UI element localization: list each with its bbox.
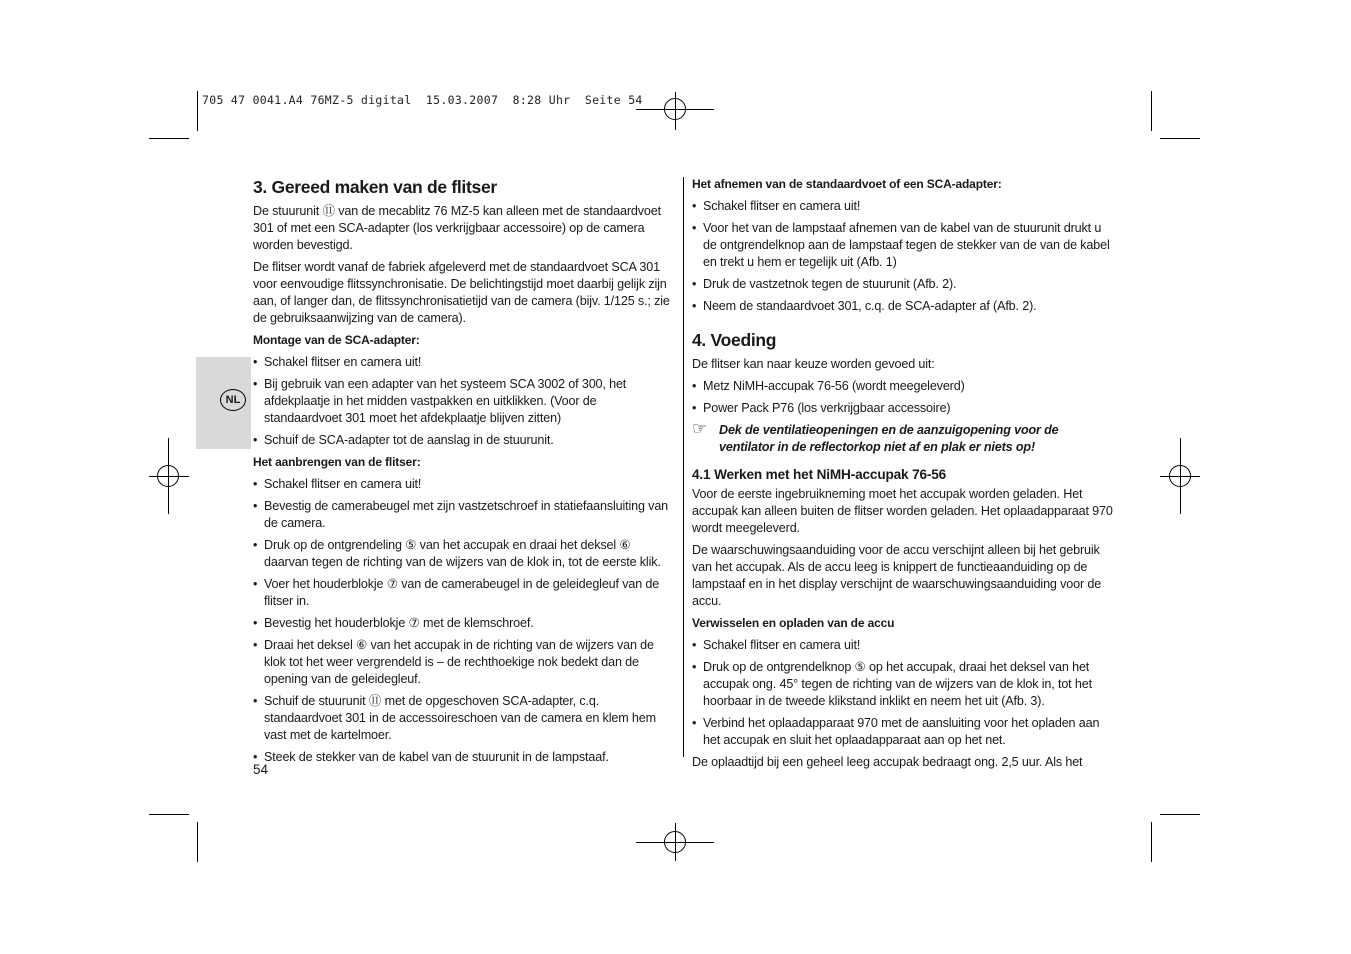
print-header: 705 47 0041.A4 76MZ-5 digital 15.03.2007 8:28 Uhr Seite 54 <box>202 93 643 107</box>
bullet-list <box>692 637 1117 749</box>
pointing-hand-icon: ☞ <box>692 419 708 438</box>
registration-circle <box>664 831 686 853</box>
list-item: • Verbind het oplaadapparaat 970 met de aansluiting voor het opladen aan het accupak en sluit het oplaadapparaat aan op het net. <box>692 715 1117 749</box>
column-divider <box>683 177 684 757</box>
bullet-list <box>692 378 1117 417</box>
subheading: Het aanbrengen van de flitser: <box>253 455 421 469</box>
bullet-list <box>692 198 1117 315</box>
note-text: Dek de ventilatieopeningen en de aanzuigopening voor de ventilator in de reflectorkop niet af en plak er niets op! <box>719 423 1059 454</box>
left-column <box>253 176 677 771</box>
paragraph: Voor de eerste ingebruikneming moet het accupak worden geladen. Het accupak kan alleen buiten de flitser worden geladen. Het oplaadapparaat 970 wordt meegeleverd. <box>692 487 1113 535</box>
bullet-list <box>253 476 677 766</box>
language-badge: NL <box>220 389 246 411</box>
section-title: 4. Voeding <box>692 330 777 350</box>
registration-circle <box>1169 465 1191 487</box>
subheading: Het afnemen van de standaardvoet of een SCA-adapter: <box>692 177 1002 191</box>
list-item: • Schakel flitser en camera uit! <box>692 198 1117 215</box>
registration-circle <box>664 98 686 120</box>
list-item: • Bevestig de camerabeugel met zijn vastzetschroef in statiefaansluiting van de camera. <box>253 498 677 532</box>
subheading: Verwisselen en opladen van de accu <box>692 616 895 630</box>
crop-mark <box>149 814 189 815</box>
list-item: • Schakel flitser en camera uit! <box>692 637 1117 654</box>
list-item: • Druk op de ontgrendelknop ⑤ op het accupak, draai het deksel van het accupak ong. 45° tegen de richting van de wijzers van de klok in, tot het hoorbaar in de tweede klikstand inklikt en neem het uit (Afb. 3). <box>692 659 1117 710</box>
list-item: • Schakel flitser en camera uit! <box>253 354 677 371</box>
list-item: • Power Pack P76 (los verkrijgbaar accessoire) <box>692 400 1117 417</box>
right-column <box>692 176 1117 776</box>
list-item: • Steek de stekker van de kabel van de stuurunit in de lampstaaf. <box>253 749 677 766</box>
list-item: • Druk op de ontgrendeling ⑤ van het accupak en draai het deksel ⑥ daarvan tegen de richting van de wijzers van de klok in, tot de eerste klik. <box>253 537 677 571</box>
list-item: • Schakel flitser en camera uit! <box>253 476 677 493</box>
list-item: • Draai het deksel ⑥ van het accupak in de richting van de wijzers van de klok tot het weer vergrendeld is – de rechthoekige nok bedekt dan de opening van de geleidegleuf. <box>253 637 677 688</box>
paragraph: De flitser kan naar keuze worden gevoed uit: <box>692 357 935 371</box>
list-item: • Neem de standaardvoet 301, c.q. de SCA-adapter af (Afb. 2). <box>692 298 1117 315</box>
list-item: • Voor het van de lampstaaf afnemen van de kabel van de stuurunit drukt u de ontgrendelknop aan de lampstaaf tegen de stekker van de van de kabel en trekt u hem er tegelijk uit (Afb. 1) <box>692 220 1117 271</box>
paragraph: De flitser wordt vanaf de fabriek afgeleverd met de standaardvoet SCA 301 voor eenvoudige flitssynchronisatie. De belichtingstijd moet daarbij gelijk zijn aan, of langer dan, de flitssynchronisatietijd van de camera (bijv. 1/125 s.; zie de gebruiksaanwijzing van de camera). <box>253 260 670 325</box>
list-item: • Schuif de stuurunit ⑪ met de opgeschoven SCA-adapter, c.q. standaardvoet 301 in de accessoireschoen van de camera en klem hem vast met de kartelmoer. <box>253 693 677 744</box>
list-item: • Druk de vastzetnok tegen de stuurunit (Afb. 2). <box>692 276 1117 293</box>
list-item: • Bij gebruik van een adapter van het systeem SCA 3002 of 300, het afdekplaatje in het midden vastpakken en uitklikken. (Voor de standaardvoet 301 moet het afdekplaatje blijven zitten) <box>253 376 677 427</box>
paragraph: De stuurunit ⑪ van de mecablitz 76 MZ-5 kan alleen met de standaardvoet 301 of met een SCA-adapter (los verkrijgbaar accessoire) op de camera worden bevestigd. <box>253 204 661 252</box>
paragraph: De waarschuwingsaanduiding voor de accu verschijnt alleen bij het gebruik van het accupak. Als de accu leeg is knippert de functieaanduiding op de lampstaaf en in het display verschijnt de waarschuwingsaanduiding voor de accu. <box>692 543 1102 608</box>
crop-mark <box>1160 814 1200 815</box>
page-number: 54 <box>253 762 269 777</box>
registration-circle <box>157 465 179 487</box>
list-item: • Metz NiMH-accupak 76-56 (wordt meegeleverd) <box>692 378 1117 395</box>
crop-mark <box>1160 138 1200 139</box>
section-title: 3. Gereed maken van de flitser <box>253 177 497 197</box>
crop-mark <box>197 91 198 131</box>
paragraph: De oplaadtijd bij een geheel leeg accupak bedraagt ong. 2,5 uur. Als het <box>692 755 1083 769</box>
bullet-list <box>253 354 677 449</box>
list-item: • Schuif de SCA-adapter tot de aanslag in de stuurunit. <box>253 432 677 449</box>
crop-mark <box>1151 822 1152 862</box>
crop-mark <box>149 138 189 139</box>
list-item: • Voer het houderblokje ⑦ van de camerabeugel in de geleidegleuf van de flitser in. <box>253 576 677 610</box>
list-item: • Bevestig het houderblokje ⑦ met de klemschroef. <box>253 615 677 632</box>
subheading: Montage van de SCA-adapter: <box>253 333 420 347</box>
crop-mark <box>1151 91 1152 131</box>
subsection-title: 4.1 Werken met het NiMH-accupak 76-56 <box>692 467 947 482</box>
crop-mark <box>197 822 198 862</box>
warning-note <box>692 419 1117 456</box>
